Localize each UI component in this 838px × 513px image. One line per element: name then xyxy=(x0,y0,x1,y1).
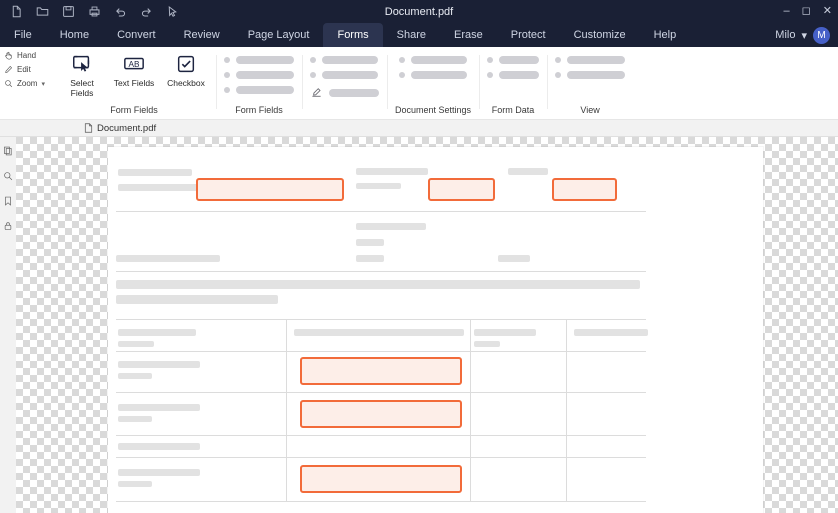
tool-hand-label: Hand xyxy=(17,51,37,60)
tab-protect[interactable]: Protect xyxy=(510,29,546,41)
document-canvas[interactable] xyxy=(16,137,838,513)
ribbon-placeholder-row[interactable] xyxy=(310,86,379,99)
ribbon-quick-tools xyxy=(0,47,52,119)
table-cell xyxy=(118,481,152,487)
ribbon-placeholder-row[interactable] xyxy=(487,71,539,79)
bullet-icon xyxy=(487,57,493,63)
tab-forms[interactable]: Forms xyxy=(323,23,382,47)
tool-zoom-label: Zoom xyxy=(17,79,38,88)
table-row-border xyxy=(116,501,646,502)
table-cell xyxy=(118,404,200,411)
group-label-form-fields: Form Fields xyxy=(110,105,158,115)
select-fields-button[interactable] xyxy=(60,52,104,99)
bullet-icon xyxy=(399,72,405,78)
ribbon-placeholder-row[interactable] xyxy=(224,71,294,79)
hand-icon xyxy=(4,51,13,60)
bookmark-panel-icon[interactable] xyxy=(3,195,14,206)
ribbon-group-form-fields xyxy=(52,47,216,119)
tab-help[interactable]: Help xyxy=(653,29,677,41)
group-label-document-settings: Document Settings xyxy=(395,105,472,115)
table-col-border xyxy=(286,319,287,501)
user-name-label: Milo xyxy=(775,29,796,41)
doc-text-block xyxy=(508,168,548,175)
tab-file[interactable]: File xyxy=(14,29,32,41)
close-button[interactable]: ✕ xyxy=(822,5,832,17)
ribbon xyxy=(0,47,838,120)
table-cell xyxy=(118,416,152,422)
ribbon-tab-bar xyxy=(0,23,838,47)
doc-text-block xyxy=(356,183,401,189)
save-icon[interactable] xyxy=(62,5,75,18)
search-panel-icon[interactable] xyxy=(3,170,14,181)
bullet-icon xyxy=(555,57,561,63)
table-cell xyxy=(118,443,200,450)
ribbon-group-form-data xyxy=(479,47,547,119)
doc-text-block xyxy=(116,295,278,304)
form-field-row-1[interactable] xyxy=(300,357,462,385)
ribbon-group-view xyxy=(547,47,633,119)
new-file-icon[interactable] xyxy=(10,5,23,18)
user-menu[interactable] xyxy=(775,23,830,47)
group-label-form-data: Form Data xyxy=(491,105,535,115)
text-fields-button[interactable] xyxy=(112,52,156,99)
ribbon-placeholder-row[interactable] xyxy=(399,71,467,79)
form-field-row-3[interactable] xyxy=(300,465,462,493)
placeholder-bar xyxy=(322,56,378,64)
bullet-icon xyxy=(399,57,405,63)
form-field-top-2[interactable] xyxy=(428,178,495,201)
form-edit-icon xyxy=(310,86,323,99)
doc-divider xyxy=(116,271,646,272)
undo-icon[interactable] xyxy=(114,5,127,18)
tab-home[interactable]: Home xyxy=(59,29,90,41)
select-fields-icon xyxy=(69,52,95,76)
document-tab-bar xyxy=(0,120,838,137)
chevron-down-icon: ▾ xyxy=(801,29,807,42)
tool-zoom[interactable] xyxy=(4,79,48,88)
table-col-border xyxy=(470,319,471,501)
maximize-button[interactable]: ◻ xyxy=(801,5,811,17)
form-field-row-2[interactable] xyxy=(300,400,462,428)
select-fields-label: Select Fields xyxy=(70,78,94,98)
placeholder-bar xyxy=(411,71,467,79)
tab-erase[interactable]: Erase xyxy=(454,29,483,41)
ribbon-group-placeholder-b xyxy=(302,47,387,119)
lock-panel-icon[interactable] xyxy=(3,220,14,231)
doc-text-block xyxy=(356,223,426,230)
placeholder-bar xyxy=(567,56,625,64)
open-folder-icon[interactable] xyxy=(36,5,49,18)
bullet-icon xyxy=(555,72,561,78)
placeholder-bar xyxy=(567,71,625,79)
checkbox-label: Checkbox xyxy=(167,78,205,88)
table-cell xyxy=(118,361,200,368)
bullet-icon xyxy=(224,87,230,93)
table-header-cell xyxy=(118,329,196,336)
placeholder-bar xyxy=(329,89,379,97)
table-header-cell xyxy=(474,341,500,347)
doc-text-block xyxy=(116,255,220,262)
ribbon-group-placeholder-a xyxy=(216,47,302,119)
ribbon-placeholder-row[interactable] xyxy=(310,56,379,64)
placeholder-bar xyxy=(499,71,539,79)
group-label-form-fields-2: Form Fields xyxy=(235,105,283,115)
ribbon-group-document-settings xyxy=(387,47,479,119)
table-cell xyxy=(118,469,200,476)
print-icon[interactable] xyxy=(88,5,101,18)
redo-icon[interactable] xyxy=(140,5,153,18)
document-tab-document-pdf[interactable] xyxy=(76,120,166,137)
doc-text-block xyxy=(498,255,530,262)
ribbon-placeholder-row[interactable] xyxy=(224,56,294,64)
table-header-cell xyxy=(474,329,536,336)
placeholder-bar xyxy=(236,56,294,64)
group-label-view: View xyxy=(580,105,600,115)
placeholder-bar xyxy=(236,86,294,94)
bullet-icon xyxy=(310,57,316,63)
checkbox-button[interactable] xyxy=(164,52,208,99)
table-header-cell xyxy=(294,329,464,336)
ribbon-placeholder-row[interactable] xyxy=(555,56,625,64)
ribbon-placeholder-row[interactable] xyxy=(555,71,625,79)
window-title: Document.pdf xyxy=(384,5,454,18)
bullet-icon xyxy=(310,72,316,78)
tab-convert[interactable]: Convert xyxy=(117,29,156,41)
doc-divider xyxy=(116,211,646,212)
form-field-top-3[interactable] xyxy=(552,178,617,201)
bullet-icon xyxy=(487,72,493,78)
pdf-file-icon xyxy=(84,123,93,133)
table-header-cell xyxy=(118,341,154,347)
doc-text-block xyxy=(116,280,640,289)
table-col-border xyxy=(566,319,567,501)
tab-share[interactable]: Share xyxy=(396,29,426,41)
workspace xyxy=(0,137,838,513)
doc-text-block xyxy=(356,255,384,262)
side-rail xyxy=(0,137,16,513)
avatar[interactable]: M xyxy=(813,27,830,44)
table-header-cell xyxy=(574,329,648,336)
tab-page-layout[interactable]: Page Layout xyxy=(247,29,310,41)
checkbox-icon xyxy=(173,52,199,76)
ribbon-placeholder-row[interactable] xyxy=(310,71,379,79)
doc-text-block xyxy=(118,169,192,176)
quick-access-toolbar xyxy=(0,5,179,18)
ribbon-placeholder-row[interactable] xyxy=(399,56,467,64)
table-cell xyxy=(118,373,152,379)
bullet-icon xyxy=(224,57,230,63)
edit-pencil-icon xyxy=(4,65,13,74)
document-tab-label: Document.pdf xyxy=(97,122,157,134)
tab-review[interactable]: Review xyxy=(183,29,220,41)
ribbon-placeholder-row[interactable] xyxy=(487,56,539,64)
text-field-icon xyxy=(121,52,147,76)
tool-edit[interactable] xyxy=(4,65,48,74)
text-fields-label: Text Fields xyxy=(113,78,155,88)
pages-panel-icon[interactable] xyxy=(3,145,14,156)
placeholder-bar xyxy=(411,56,467,64)
tool-hand[interactable] xyxy=(4,51,48,60)
chevron-down-icon: ▾ xyxy=(41,80,45,88)
title-bar xyxy=(0,0,838,23)
tab-customize[interactable]: Customize xyxy=(573,29,626,41)
magnifier-icon xyxy=(4,79,13,88)
placeholder-bar xyxy=(499,56,539,64)
ribbon-placeholder-row[interactable] xyxy=(224,86,294,94)
minimize-button[interactable]: – xyxy=(783,5,790,17)
doc-text-block xyxy=(356,168,428,175)
form-field-top-1[interactable] xyxy=(196,178,344,201)
placeholder-bar xyxy=(322,71,378,79)
doc-text-block xyxy=(356,239,384,246)
placeholder-bar xyxy=(236,71,294,79)
tool-edit-label: Edit xyxy=(17,65,31,74)
pdf-page[interactable] xyxy=(108,147,763,513)
doc-text-block xyxy=(118,184,206,191)
cursor-icon[interactable] xyxy=(166,5,179,18)
bullet-icon xyxy=(224,72,230,78)
svg-text:AB: AB xyxy=(128,59,140,69)
window-controls xyxy=(784,0,832,23)
